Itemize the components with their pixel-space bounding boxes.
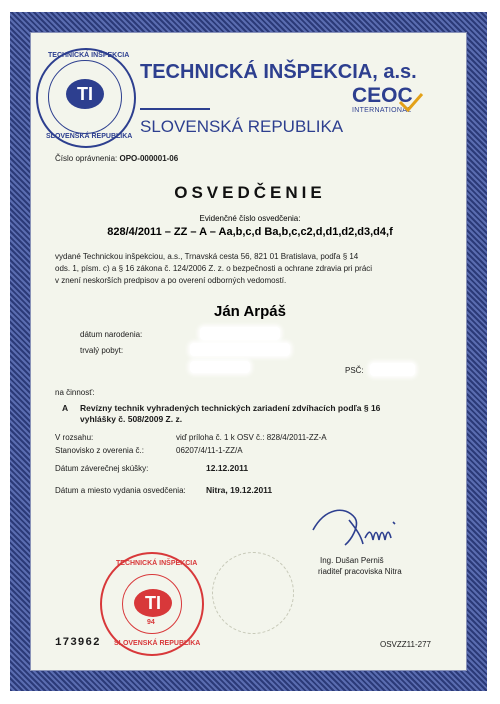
- opinion-value: 06207/4/11-1-ZZ/A: [176, 446, 243, 455]
- serial-number: 173962: [55, 637, 101, 649]
- evidence-label: Evidenčné číslo osvedčenia:: [199, 214, 301, 223]
- form-code: OSVZZ11-277: [380, 640, 431, 649]
- ceoc-check-icon: [398, 92, 424, 112]
- redacted-residence: [190, 343, 290, 356]
- exam-date-label: Dátum záverečnej skúšky:: [55, 464, 149, 473]
- activity-letter: A: [62, 403, 69, 413]
- stamp-ring-top-text: TECHNICKÁ INŠPEKCIA: [116, 560, 198, 567]
- signature-image: [305, 500, 405, 555]
- issued-text-line-2: ods. 1, písm. c) a § 16 zákona č. 124/2006 Z. z. o bezpečnosti a ochrane zdravia pri práci: [55, 264, 373, 273]
- stamp-initials: TI: [134, 589, 172, 617]
- issued-text-line-3: v znení neskorších predpisov a po overení odborných vedomostí.: [55, 276, 287, 285]
- ceoc-logo: CEOC: [352, 84, 413, 107]
- logo-ring-top-text: TECHNICKÁ INŠPEKCIA: [48, 52, 130, 59]
- document-title: OSVEDČENIE: [174, 183, 326, 202]
- stamp-number: 94: [147, 619, 155, 626]
- residence-label: trvalý pobyt:: [80, 346, 124, 355]
- opinion-label: Stanovisko z overenia č.:: [55, 446, 144, 455]
- embossed-seal: [212, 552, 294, 634]
- stamp-inner-ring: [122, 574, 182, 634]
- permit-label: Číslo oprávnenia:: [55, 154, 118, 163]
- logo-ring-bottom-text: SLOVENSKÁ REPUBLIKA: [46, 133, 133, 140]
- activity-label: na činnosť:: [55, 388, 95, 397]
- ti-logo: [36, 48, 136, 148]
- exam-date-value: 12.12.2011: [206, 463, 249, 473]
- scope-value: viď príloha č. 1 k OSV č.: 828/4/2011-ZZ-A: [176, 433, 327, 442]
- signer-name: Ing. Dušan Perniš: [320, 556, 384, 565]
- redacted-residence-line-2: [190, 361, 250, 373]
- redacted-birth-date: [200, 327, 280, 340]
- header-rule: [140, 108, 210, 110]
- issued-text-line-1: vydané Technickou inšpekciou, a.s., Trnavská cesta 56, 821 01 Bratislava, podľa § 14: [55, 252, 359, 261]
- logo-initials: TI: [66, 79, 104, 109]
- birth-date-label: dátum narodenia:: [80, 330, 143, 339]
- activity-text-1: Revízny technik vyhradených technických zariadení zdvíhacích podľa § 16: [80, 403, 381, 413]
- scope-label: V rozsahu:: [55, 433, 94, 442]
- evidence-number: 828/4/2011 – ZZ – A – Aa,b,c,d Ba,b,c,c2,d,d1,d2,d3,d4,f: [107, 226, 393, 238]
- ceoc-subtitle: INTERNATIONAL: [352, 107, 412, 114]
- holder-name: Ján Arpáš: [214, 303, 286, 320]
- permit-line: [55, 154, 178, 163]
- redacted-psc: [370, 363, 415, 376]
- signer-role: riaditeľ pracoviska Nitra: [318, 567, 402, 576]
- organization-name: TECHNICKÁ INŠPEKCIA, a.s.: [140, 61, 417, 83]
- issue-date-label: Dátum a miesto vydania osvedčenia:: [55, 486, 186, 495]
- stamp-ring-bottom-text: SLOVENSKÁ REPUBLIKA: [114, 640, 201, 647]
- permit-value: OPO-000001-06: [119, 154, 179, 163]
- psc-label: PSČ:: [345, 366, 364, 375]
- activity-text-2: vyhlášky č. 508/2009 Z. z.: [80, 414, 183, 424]
- red-stamp: [100, 552, 204, 656]
- issue-date-value: Nitra, 19.12.2011: [206, 485, 273, 495]
- republic-name: SLOVENSKÁ REPUBLIKA: [140, 117, 344, 136]
